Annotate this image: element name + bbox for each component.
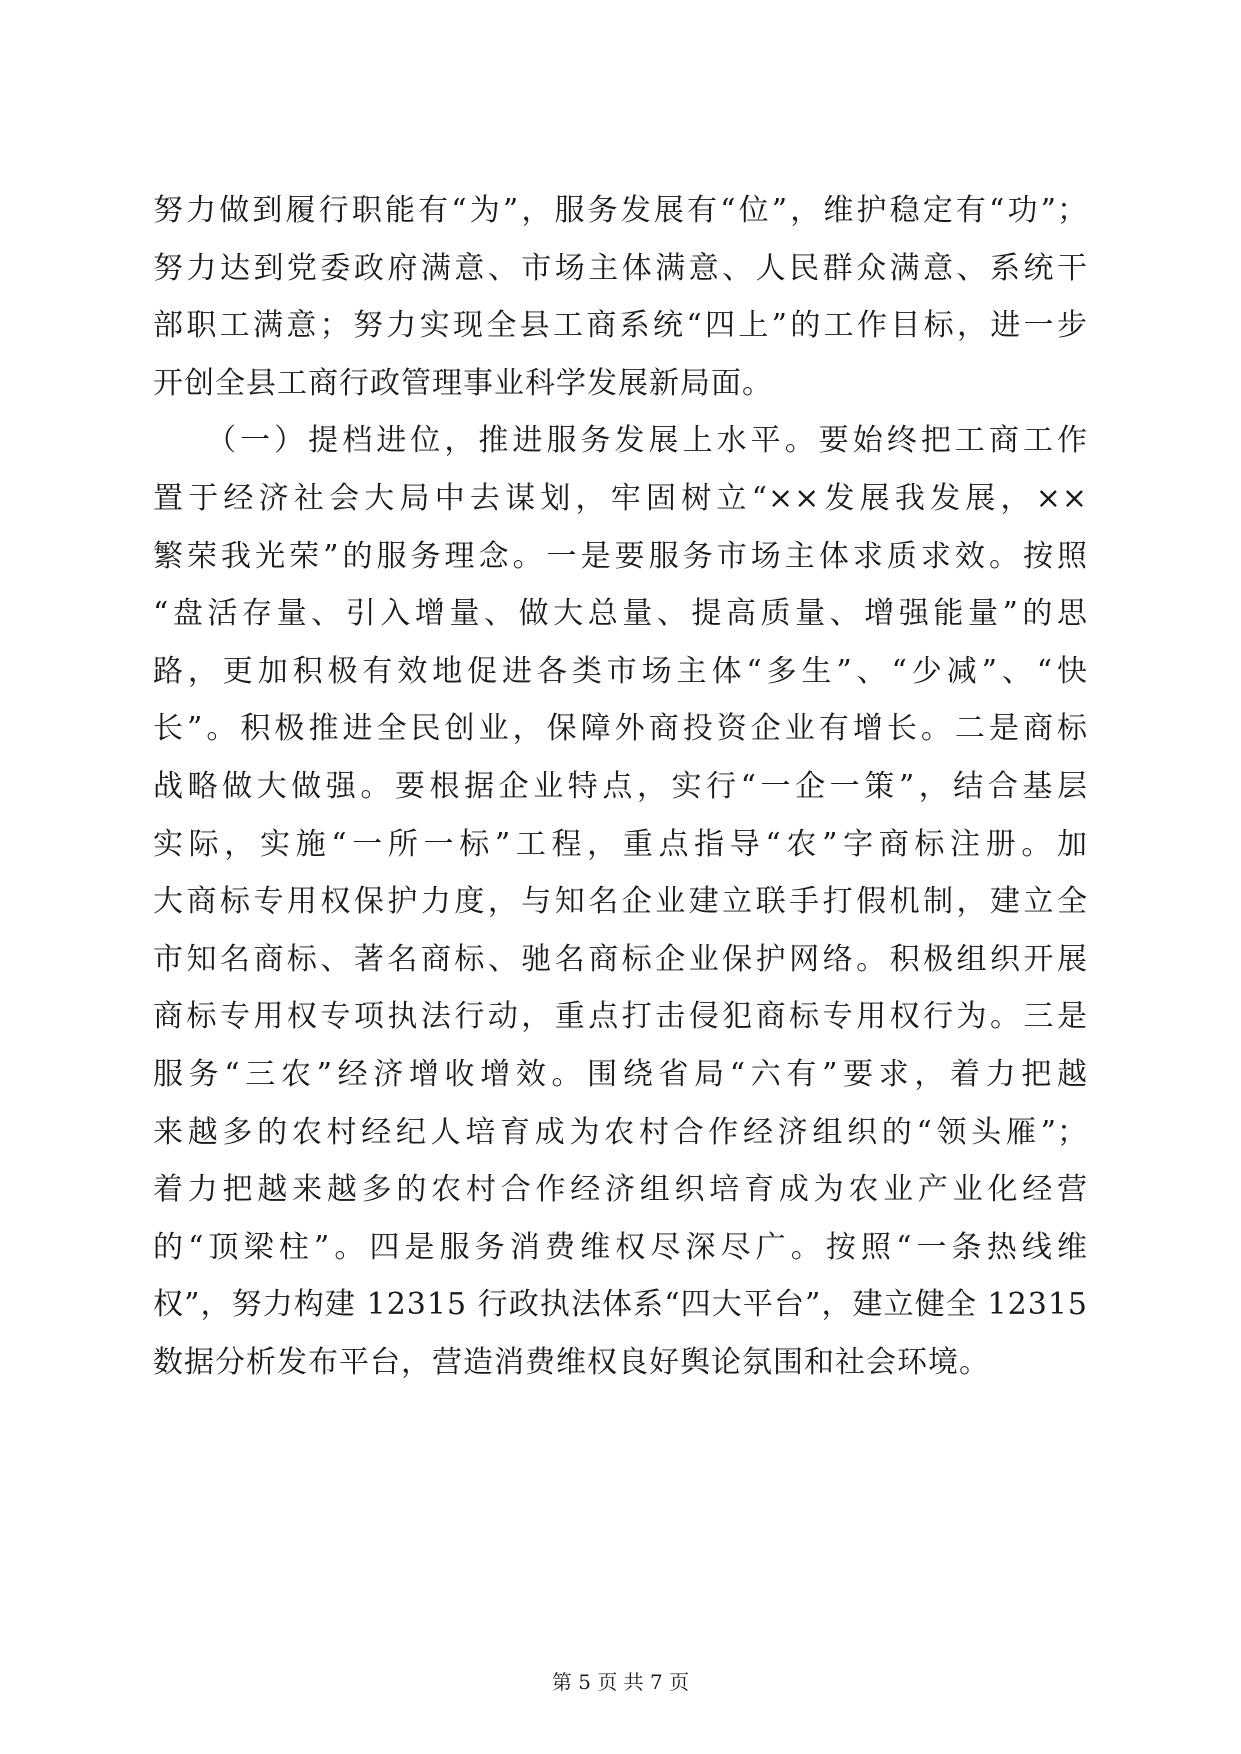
text-line: 服务“三农”经济增收增效。围绕省局“六有”要求，着力把越 [153, 1056, 1088, 1092]
text-line: 市知名商标、著名商标、驰名商标企业保护网络。积极组织开展 [153, 941, 1088, 977]
text-line: 努力达到党委政府满意、市场主体满意、人民群众满意、系统干 [153, 250, 1088, 286]
text-line: 大商标专用权保护力度，与知名企业建立联手打假机制，建立全 [153, 884, 1088, 920]
text-line: 路，更加积极有效地促进各类市场主体“多生”、“少减”、“快 [153, 653, 1088, 689]
text-line: 商标专用权专项执法行动，重点打击侵犯商标专用权行为。三是 [153, 999, 1088, 1035]
text-line: 战略做大做强。要根据企业特点，实行“一企一策”，结合基层 [153, 768, 1088, 804]
text-line: 来越多的农村经纪人培育成为农村合作经济组织的“领头雁”； [153, 1114, 1088, 1150]
text-line: 长”。积极推进全民创业，保障外商投资企业有增长。二是商标 [153, 711, 1088, 747]
text-line: 努力做到履行职能有“为”，服务发展有“位”，维护稳定有“功”； [153, 193, 1088, 228]
text-line: 数据分析发布平台，营造消费维权良好舆论氛围和社会环境。 [153, 1344, 990, 1380]
text-line: 实际，实施“一所一标”工程，重点指导“农”字商标注册。加 [153, 826, 1088, 862]
text-line: 的“顶梁柱”。四是服务消费维权尽深尽广。按照“一条热线维 [153, 1229, 1088, 1265]
page-number: 第 5 页 共 7 页 [551, 1670, 690, 1694]
text-line: （一）提档进位，推进服务发展上水平。要始终把工商工作 [153, 423, 1088, 459]
text-line: “盘活存量、引入增量、做大总量、提高质量、增强能量”的思 [153, 596, 1088, 632]
text-line: 部职工满意；努力实现全县工商系统“四上”的工作目标，进一步 [153, 308, 1088, 344]
text-line: 置于经济社会大局中去谋划，牢固树立“××发展我发展，×× [153, 480, 1088, 516]
text-line: 着力把越来越多的农村合作经济组织培育成为农业产业化经营 [153, 1172, 1088, 1208]
text-line: 繁荣我光荣”的服务理念。一是要服务市场主体求质求效。按照 [153, 538, 1088, 574]
body-text [153, 182, 1088, 1391]
text-line: 开创全县工商行政管理事业科学发展新局面。 [153, 365, 773, 401]
text-line: 权”，努力构建 12315 行政执法体系“四大平台”，建立健全 12315 [153, 1287, 1088, 1323]
